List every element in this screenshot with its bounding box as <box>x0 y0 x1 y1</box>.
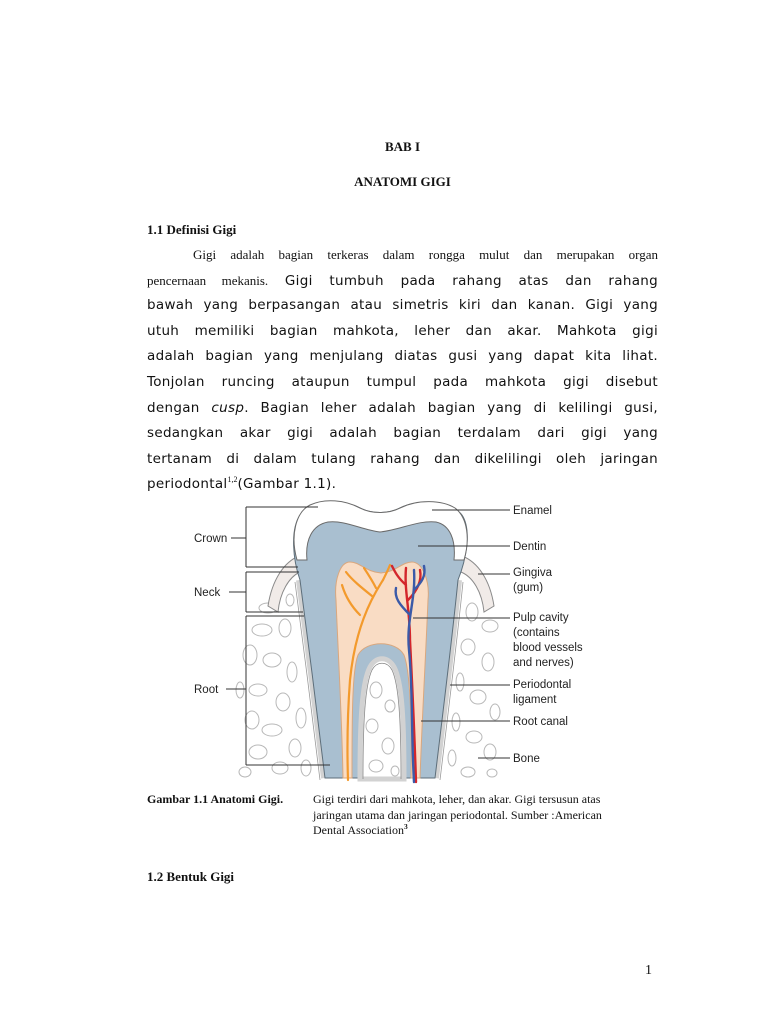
chapter-label: BAB I <box>384 139 421 154</box>
bone-cell <box>287 662 297 682</box>
label-pulp-cavity-sub: and nerves) <box>513 657 574 669</box>
paragraph-text: utuh memiliki bagian mahkota, leher dan akar. Mahkota gigi <box>147 322 658 339</box>
paragraph-text: (Gambar 1.1). <box>237 476 337 493</box>
bone-cell <box>252 624 272 636</box>
paragraph-text: . Bagian leher adalah bagian yang di kelilingi gusi, <box>244 399 658 416</box>
paragraph-text: pencernaan mekanis. <box>147 272 269 288</box>
tooth-anatomy-diagram <box>180 495 590 785</box>
paragraph-line <box>147 396 658 422</box>
caption-label: Gambar 1.1 Anatomi Gigi. <box>147 792 284 806</box>
paragraph-text: Gigi adalah bagian terkeras dalam rongga mulut dan merupakan organ <box>193 247 658 262</box>
bone-cell <box>482 653 494 671</box>
bone-cell <box>272 762 288 774</box>
bone-cell <box>263 653 281 667</box>
paragraph-text: tertanam di dalam tulang rahang dan dikelilingi oleh jaringan <box>147 450 658 467</box>
paragraph-text: sedangkan akar gigi adalah bagian terdalam dari gigi yang <box>147 425 658 442</box>
paragraph-text: Tonjolan runcing ataupun tumpul pada mahkota gigi disebut <box>147 373 658 390</box>
definition-paragraph <box>147 242 658 498</box>
paragraph-line <box>147 447 658 473</box>
bone-cell <box>279 619 291 637</box>
gingiva-right <box>461 556 494 612</box>
label-periodontal-ligament: Periodontal <box>513 679 572 691</box>
label-pulp-cavity: Pulp cavity <box>513 612 569 624</box>
paragraph-line <box>147 242 658 268</box>
paragraph-line <box>147 370 658 396</box>
paragraph-line <box>147 293 658 319</box>
paragraph-text: periodontal <box>147 476 228 493</box>
caption-line <box>313 823 658 839</box>
bone-cell <box>286 594 294 606</box>
label-gingiva: Gingiva <box>513 567 552 579</box>
interradicular-bone <box>360 659 404 779</box>
label-periodontal-ligament-sub: ligament <box>513 694 557 706</box>
caption-source: Dental Association <box>313 823 404 837</box>
bone-cell <box>236 682 244 698</box>
tooth-anatomy-figure <box>180 495 590 785</box>
label-root: Root <box>194 684 219 696</box>
bone-cell <box>487 769 497 777</box>
bone-cell <box>448 750 456 766</box>
bone-cell <box>301 760 311 776</box>
bone-cell <box>461 767 475 777</box>
bone-cell <box>482 620 498 632</box>
paragraph-text: dengan <box>147 399 200 416</box>
bone-cell <box>456 673 464 691</box>
paragraph-text: bawah yang berpasangan atau simetris kiri dan kanan. Gigi yang <box>147 297 658 314</box>
section-heading-1-1: 1.1 Definisi Gigi <box>147 222 237 237</box>
paragraph-line <box>147 421 658 447</box>
paragraph-line <box>147 344 658 370</box>
label-pulp-cavity-sub: blood vessels <box>513 642 583 654</box>
label-enamel: Enamel <box>513 505 552 517</box>
section-heading-1-2: 1.2 Bentuk Gigi <box>147 869 235 884</box>
label-pulp-cavity-sub: (contains <box>513 627 560 639</box>
label-neck: Neck <box>194 587 221 599</box>
bone-cell <box>249 745 267 759</box>
paragraph-text: Gigi tumbuh pada rahang atas dan rahang <box>284 272 658 289</box>
chapter-title: ANATOMI GIGI <box>354 174 451 189</box>
paragraph-line <box>147 319 658 345</box>
caption-line: Gigi terdiri dari mahkota, leher, dan akar. Gigi tersusun atas <box>313 792 601 806</box>
bone-cell <box>452 713 460 731</box>
citation-superscript: 3 <box>403 822 408 831</box>
bone-cell <box>490 704 500 720</box>
bone-cell <box>461 639 475 655</box>
bone-cell <box>466 731 482 743</box>
term-cusp: cusp <box>211 399 245 416</box>
paragraph-line <box>147 268 658 294</box>
label-bone: Bone <box>513 753 540 765</box>
bone-cell <box>470 690 486 704</box>
bone-cell <box>243 645 257 665</box>
caption-line: jaringan utama dan jaringan periodontal. Sumber :American <box>313 807 602 822</box>
label-root-canal: Root canal <box>513 716 568 728</box>
label-gingiva-sub: (gum) <box>513 582 544 594</box>
bone-cell <box>249 684 267 696</box>
bone-cell <box>289 739 301 757</box>
bone-cell <box>239 767 251 777</box>
bone-cell <box>245 711 259 729</box>
page-number: 1 <box>645 963 652 978</box>
label-crown: Crown <box>194 533 228 545</box>
bone-cell <box>262 724 282 736</box>
paragraph-text: adalah bagian yang menjulang diatas gusi yang dapat kita lihat. <box>147 348 658 365</box>
bone-cell <box>296 708 306 728</box>
caption-text <box>313 792 658 839</box>
citation-superscript: 1,2 <box>227 475 238 485</box>
label-dentin: Dentin <box>513 541 547 553</box>
bone-cell <box>276 693 290 711</box>
